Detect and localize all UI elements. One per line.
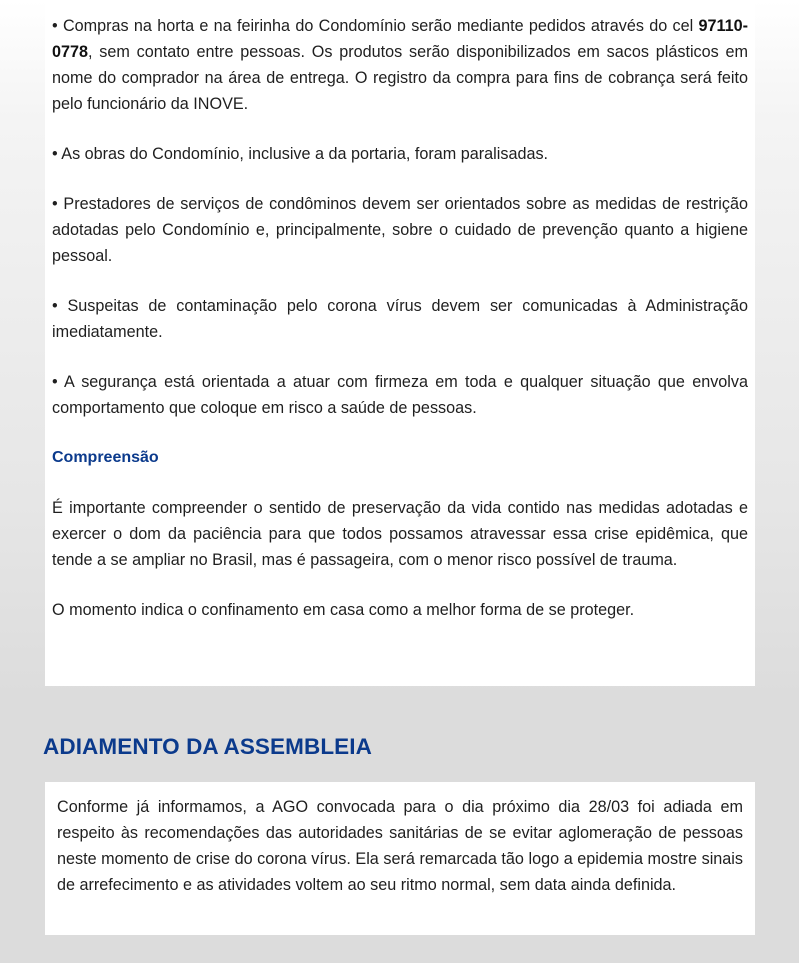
paragraph-understanding: É importante compreender o sentido de preservação da vida contido nas medidas adotadas e exercer o dom da paciência para que todos possamos atravessar essa crise epidêmica, que tende a se ampliar no Brasil, mas é passageira, com o menor risco possível de trauma. xyxy=(52,499,748,569)
phone-number: 97110-0778 xyxy=(52,17,748,61)
bullet-construction: • As obras do Condomínio, inclusive a da portaria, foram paralisadas. xyxy=(52,145,549,163)
assembly-section-title: ADIAMENTO DA ASSEMBLEIA xyxy=(43,734,372,759)
bullet-suspected-contamination: • Suspeitas de contaminação pelo corona vírus devem ser comunicadas à Administração imediatamente. xyxy=(52,297,748,341)
paragraph-confinement: O momento indica o confinamento em casa como a melhor forma de se proteger. xyxy=(52,601,635,619)
measures-content-card xyxy=(45,0,755,686)
assembly-content-card xyxy=(45,782,755,935)
bullet-security: • A segurança está orientada a atuar com firmeza em toda e qualquer situação que envolva comportamento que coloque em risco a saúde de pessoas. xyxy=(52,373,748,417)
bullet-purchases-text-end: , sem contato entre pessoas. Os produtos serão disponibilizados em sacos plásticos em nome do comprador na área de entrega. O registro da compra para fins de cobrança será feito pelo funcionário da INOVE. xyxy=(52,43,748,113)
bullet-purchases-text-start: • Compras na horta e na feirinha do Condomínio serão mediante pedidos através do cel xyxy=(52,17,699,35)
assembly-body-text: Conforme já informamos, a AGO convocada para o dia próximo dia 28/03 foi adiada em respeito às recomendações das autoridades sanitárias de se evitar aglomeração de pessoas neste momento de crise do corona vírus. Ela será remarcada tão logo a epidemia mostre sinais de arrefecimento e as atividades voltem ao seu ritmo normal, sem data ainda definida. xyxy=(57,798,743,894)
bullet-purchases xyxy=(52,13,748,117)
bullet-service-providers: • Prestadores de serviços de condôminos devem ser orientados sobre as medidas de restrição adotadas pelo Condomínio e, principalmente, sobre o cuidado de prevenção quanto a higiene pessoal. xyxy=(52,195,748,265)
subheading-compreensao: Compreensão xyxy=(52,449,159,466)
